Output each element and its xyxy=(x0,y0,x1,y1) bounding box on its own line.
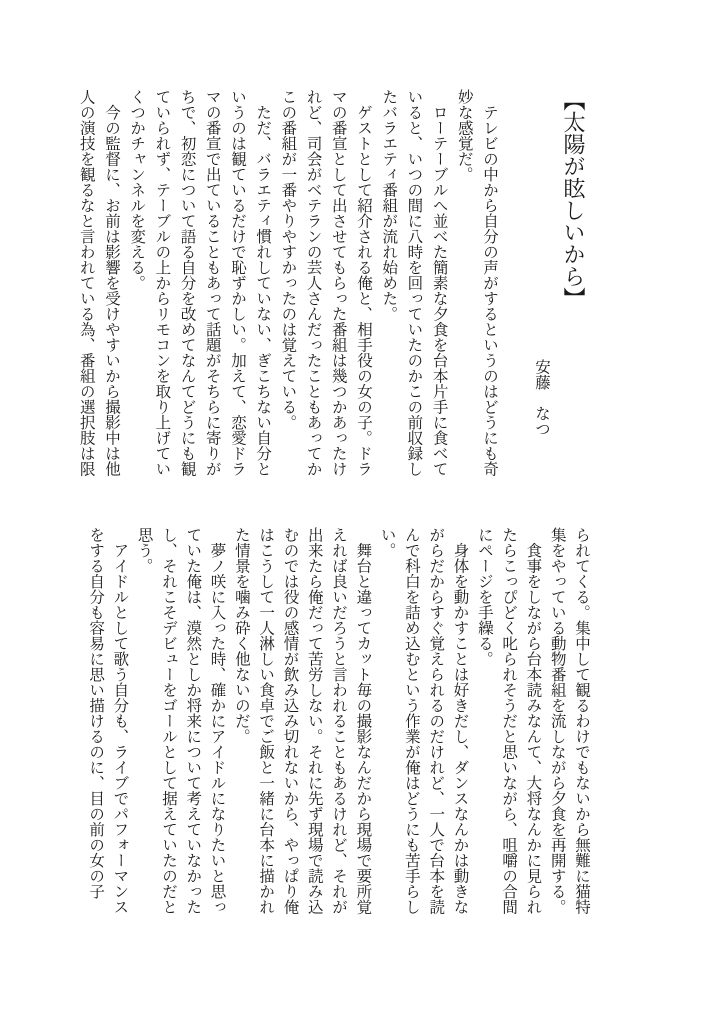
story-title: 【太陽が眩しいから】 xyxy=(561,89,586,309)
bottom-text-block xyxy=(83,527,593,915)
paragraph: ゲストとして紹介される俺と、相手役の女の子。ドラマの番宣として出させてもらった番組は幾つかあったけれど、司会がベテランの芸人さんだったこともあってかこの番組が一番やりやすかったのは覚えている。 xyxy=(279,89,372,477)
story-author: 安藤 なつ xyxy=(533,359,550,437)
paragraph: 夢ノ咲に入った時、確かにアイドルになりたいと思っていた俺は、漠然としか将来について考えていなかったし、それこそデビューをゴールとして据えていたのだと思う。 xyxy=(135,527,226,915)
paragraph: 食事をしながら台本読みなんて、大将なんかに見られたらこっぴどく叱られそうだと思いながら、咀嚼の合間にページを手繰る。 xyxy=(475,527,542,915)
paragraph: 舞台と違ってカット毎の撮影なんだから現場で要所覚えれば良いだろうと言われることもあるけれど、それが出来たら俺だって苦労しない。それに先ず現場で読み込むのでは役の感情が飲み込み切れないから、やっぱり俺はこうして一人淋しい食卓でご飯と一緒に台本に描かれた情景を噛み砕く他ないのだ。 xyxy=(232,527,372,915)
paragraph: ローテーブルへ並べた簡素な夕食を台本片手に食べていると、いつの間に八時を回っていたのかこの前収録したバラエティ番組が流れ始めた。 xyxy=(380,89,448,477)
paragraph: テレビの中から自分の声がするというのはどうにも奇妙な感覚だ。 xyxy=(455,89,498,477)
paragraph: 身体を動かすことは好きだし、ダンスなんかは動きながらだからすぐ覚えられるのだけれど、一人で台本を読んで科白を詰め込むという作業が俺はどうにも苦手らしい。 xyxy=(378,527,469,915)
paragraph: アイドルとして歌う自分も、ライブでパフォーマンスをする自分も容易に思い描けるのに、目の前の女の子 xyxy=(87,527,129,915)
top-text-block xyxy=(74,89,593,477)
paragraph: られてくる。集中して観るわけでもないから無難に猫特集をやっている動物番組を流しながら夕食を再開する。 xyxy=(548,527,590,915)
paragraph: ただ、バラエティ慣れしていない、ぎこちない自分というのは観ているだけで恥ずかしい。加えて、恋愛ドラマの番宣で出ていることもあって話題がそちらに寄りがちで、初恋について語る自分を改めてなんてどうにも観ていられず、テーブルの上からリモコンを取り上げていくつかチャンネルを変える。 xyxy=(128,89,272,477)
paragraph: 今の監督に、お前は影響を受けやすいから撮影中は他人の演技を観るなと言われている為、番組の選択肢は限 xyxy=(77,89,120,477)
